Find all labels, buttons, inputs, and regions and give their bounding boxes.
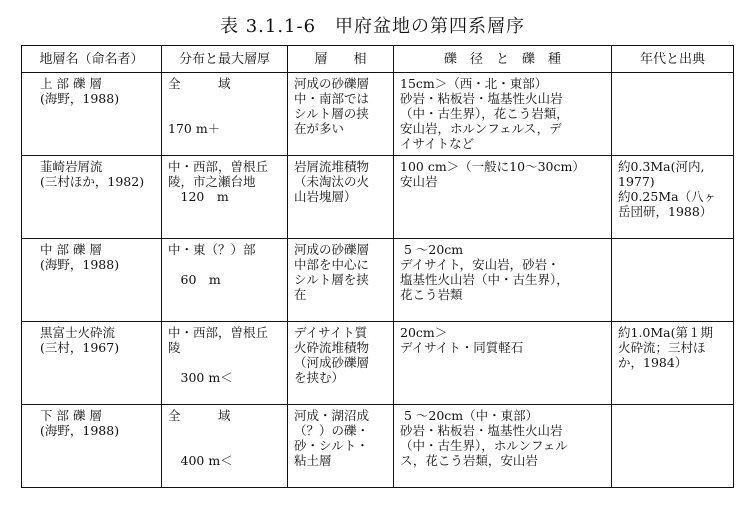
cell-line: 安山岩，ホルンフェルス，デ: [400, 121, 562, 136]
table-row: [22, 156, 734, 239]
cell-line: 約1.0Ma(第１期: [618, 325, 714, 340]
cell-line: 河成・湖沼成: [294, 408, 370, 423]
cell-line: 170 m＋: [168, 121, 221, 136]
cell-line: イサイトなど: [400, 136, 475, 151]
header-gravel-size-type: 礫 径 と 礫 種: [394, 46, 612, 73]
cell-line: [168, 257, 281, 272]
cell-line: 全 域: [168, 408, 231, 423]
table-header-row: [22, 46, 734, 73]
cell-line: 山岩塊層）: [294, 189, 357, 204]
cell-line: 中・南部では: [294, 91, 370, 106]
table-row: [22, 322, 734, 405]
cell-line: 約0.3Ma(河内,: [618, 159, 705, 174]
cell-distribution: [162, 322, 288, 405]
cell-line: (海野，1988): [40, 257, 120, 272]
cell-line: 15cm＞（西・北・東部）: [400, 76, 548, 91]
cell-line: 5 〜20cm: [400, 242, 464, 257]
cell-formation-name: [22, 405, 162, 488]
table-body: [22, 73, 734, 488]
cell-line: [168, 355, 281, 370]
cell-formation-name: [22, 73, 162, 156]
cell-line: (三村，1967): [40, 340, 120, 355]
cell-formation-name: [22, 156, 162, 239]
cell-distribution: [162, 156, 288, 239]
cell-facies: [288, 156, 394, 239]
cell-distribution: [162, 239, 288, 322]
cell-facies: [288, 322, 394, 405]
cell-line: デイサイト・同質軽石: [400, 340, 524, 355]
cell-line: 中・西部，曽根丘: [168, 325, 269, 340]
cell-distribution: [162, 405, 288, 488]
cell-age: [612, 156, 734, 239]
cell-line: か，1984）: [618, 355, 688, 370]
cell-line: (三村ほか，1982): [40, 174, 145, 189]
cell-line: 全 域: [168, 76, 231, 91]
header-formation-name: 地層名（命名者）: [22, 46, 162, 73]
cell-line: を挟む）: [294, 370, 345, 385]
cell-line: （中・古生界），花こう岩類，: [400, 106, 569, 121]
cell-line: 300 m＜: [168, 370, 233, 385]
cell-line: 在: [294, 287, 307, 302]
header-facies: 層 相: [288, 46, 394, 73]
cell-line: [168, 91, 281, 106]
cell-formation-name: [22, 239, 162, 322]
cell-gravel: [394, 405, 612, 488]
cell-line: 火砕流堆積物: [294, 340, 370, 355]
cell-line: (海野，1988): [40, 423, 120, 438]
cell-gravel: [394, 239, 612, 322]
cell-line: ス，花こう岩類，安山岩: [400, 453, 538, 468]
cell-line: （未淘汰の火: [294, 174, 370, 189]
cell-line: [168, 438, 281, 453]
cell-facies: [288, 73, 394, 156]
cell-line: 60 m: [168, 272, 221, 287]
table-row: [22, 239, 734, 322]
cell-line: 陵，市之瀬台地: [168, 174, 256, 189]
cell-line: 20cm＞: [400, 325, 448, 340]
cell-distribution: [162, 73, 288, 156]
cell-line: 陵: [168, 340, 181, 355]
cell-line: （中・古生界），ホルンフェル: [400, 438, 568, 453]
cell-line: 河成の砂礫層: [294, 76, 370, 91]
cell-facies: [288, 239, 394, 322]
cell-line: 中部を中心に: [294, 257, 370, 272]
cell-line: [168, 106, 281, 121]
cell-age: [612, 405, 734, 488]
cell-line: 韮崎岩屑流: [40, 159, 103, 174]
cell-line: 塩基性火山岩（中・古生界），: [400, 272, 569, 287]
cell-line: シルト層の挟: [294, 106, 369, 121]
cell-gravel: [394, 156, 612, 239]
cell-line: シルト層を挟: [294, 272, 369, 287]
cell-line: 中・西部，曽根丘: [168, 159, 269, 174]
cell-line: （？）の礫・: [294, 423, 370, 438]
cell-line: 岳団研，1988）: [618, 204, 713, 219]
cell-line: [168, 423, 281, 438]
cell-line: 砂・シルト・: [294, 438, 369, 453]
cell-line: 約0.25Ma（八ヶ: [618, 189, 717, 204]
cell-line: 120 m: [168, 189, 229, 204]
cell-age: [612, 73, 734, 156]
table-row: [22, 73, 734, 156]
cell-line: 中 部 礫 層: [40, 242, 102, 257]
header-distribution-thickness: 分布と最大層厚: [162, 46, 288, 73]
cell-line: 河成の砂礫層: [294, 242, 370, 257]
cell-line: （河成砂礫層: [294, 355, 370, 370]
cell-line: 5 〜20cm（中・東部）: [400, 408, 539, 423]
cell-line: 100 cm＞（一般に10〜30cm）: [400, 159, 585, 174]
table-row: [22, 405, 734, 488]
cell-line: 粘土層: [294, 453, 332, 468]
cell-line: デイサイト質: [294, 325, 368, 340]
cell-age: [612, 322, 734, 405]
cell-line: (海野，1988): [40, 91, 120, 106]
cell-facies: [288, 405, 394, 488]
cell-line: 砂岩・粘板岩・塩基性火山岩: [400, 423, 563, 438]
cell-gravel: [394, 73, 612, 156]
cell-line: 上 部 礫 層: [40, 76, 102, 91]
cell-line: 砂岩・粘板岩・塩基性火山岩: [400, 91, 563, 106]
header-age-source: 年代と出典: [612, 46, 734, 73]
cell-line: 400 m＜: [168, 453, 233, 468]
table-title: 表 3.1.1-6 甲府盆地の第四系層序: [219, 16, 526, 37]
cell-line: 黒富士火砕流: [40, 325, 116, 340]
cell-line: 1977): [618, 174, 655, 189]
cell-gravel: [394, 322, 612, 405]
cell-line: 下 部 礫 層: [40, 408, 102, 423]
cell-line: 岩屑流堆積物: [294, 159, 370, 174]
cell-line: デイサイト，安山岩，砂岩・: [400, 257, 560, 272]
cell-age: [612, 239, 734, 322]
cell-formation-name: [22, 322, 162, 405]
cell-line: 中・東（？）部: [168, 242, 256, 257]
cell-line: 在が多い: [294, 121, 345, 136]
cell-line: 安山岩: [400, 174, 438, 189]
cell-line: 火砕流；三村ほ: [618, 340, 706, 355]
cell-line: 花こう岩類: [400, 287, 463, 302]
stratigraphy-table: [21, 45, 734, 488]
